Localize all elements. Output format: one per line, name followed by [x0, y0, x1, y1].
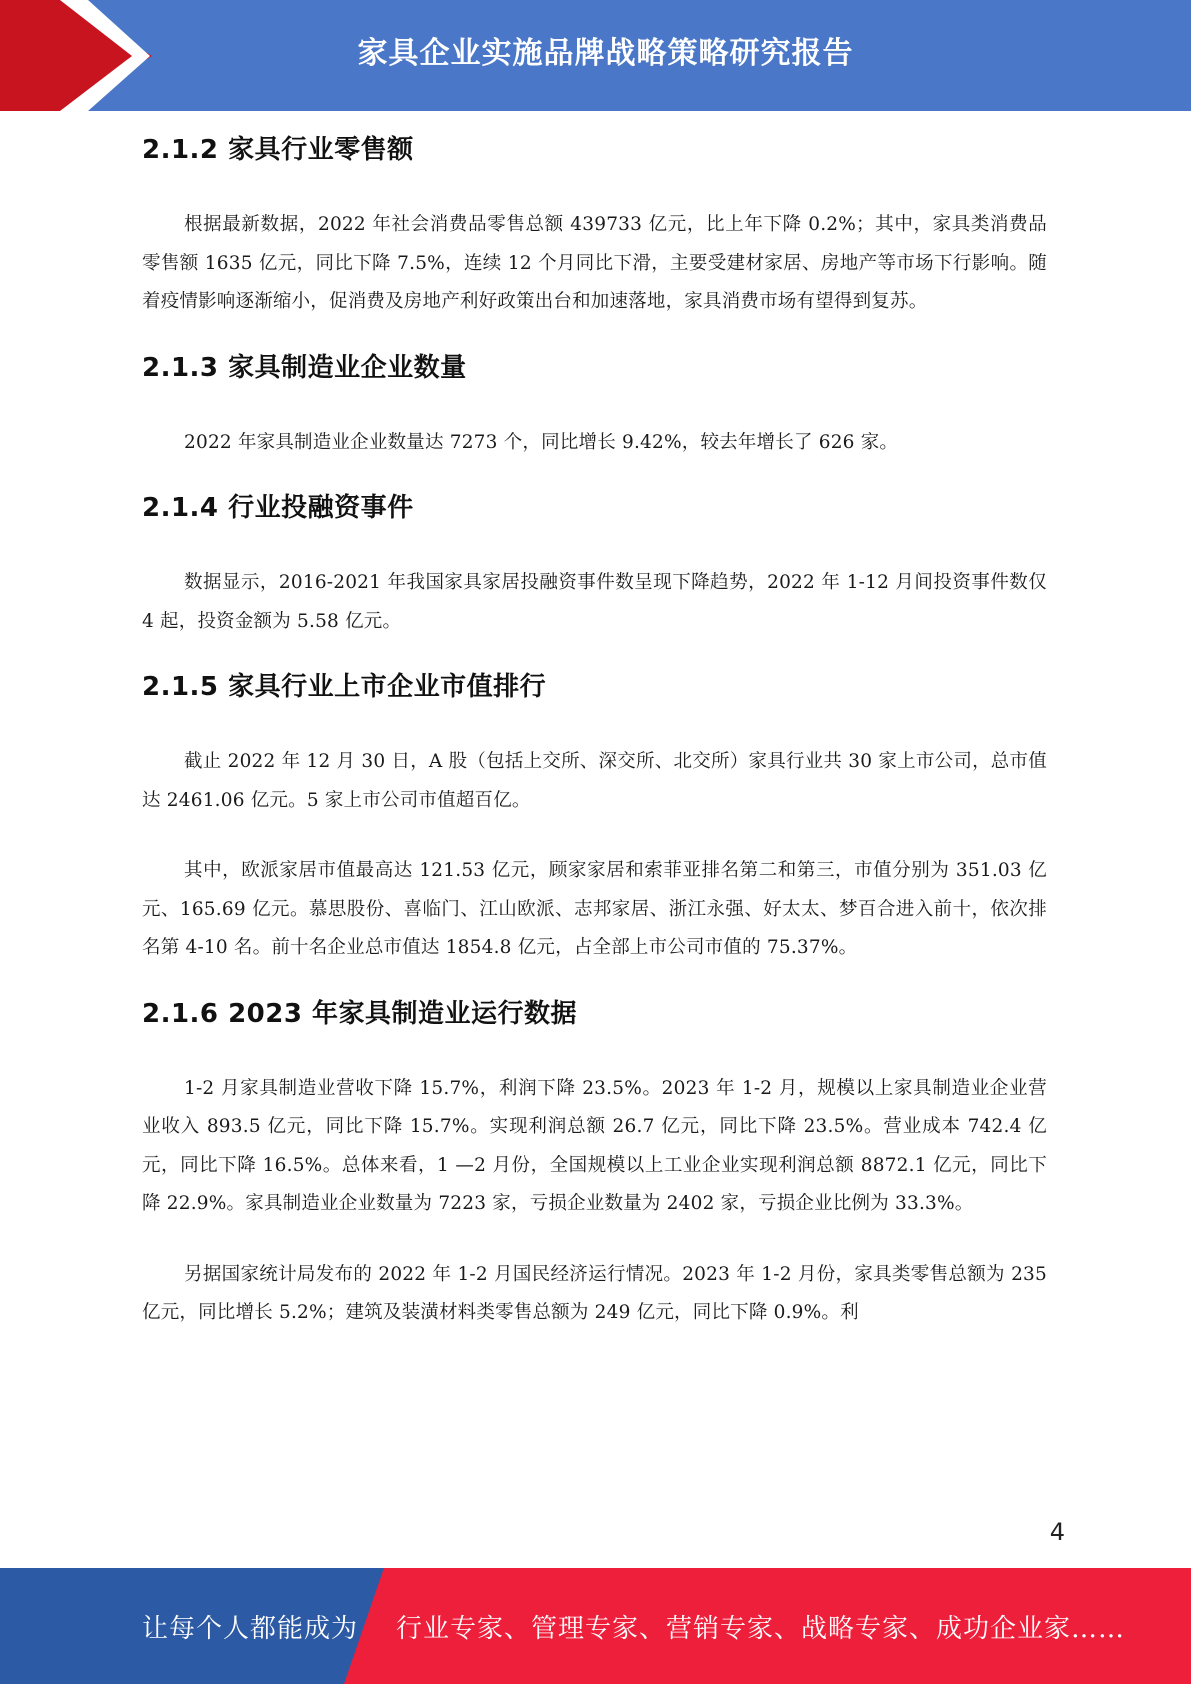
paragraph: 另据国家统计局发布的 2022 年 1-2 月国民经济运行情况。2023 年 1-2 月份，家具类零售总额为 235 亿元，同比增长 5.2%；建筑及装潢材料类零售总额为 249 亿元，同比下降 0.9%。利	[142, 1263, 1047, 1323]
section-heading: 2.1.2 家具行业零售额	[142, 135, 414, 165]
paragraph: 截止 2022 年 12 月 30 日，A 股（包括上交所、深交所、北交所）家具行业共 30 家上市公司，总市值达 2461.06 亿元。5 家上市公司市值超百亿。	[142, 751, 1047, 811]
section-heading: 2.1.5 家具行业上市企业市值排行	[142, 672, 547, 702]
paragraph: 2022 年家具制造业企业数量达 7273 个，同比增长 9.42%，较去年增长了 626 家。	[184, 431, 899, 453]
footer-slogan-left: 让每个人都能成为	[142, 1613, 359, 1644]
paragraph: 根据最新数据，2022 年社会消费品零售总额 439733 亿元，比上年下降 0.2%；其中，家具类消费品零售额 1635 亿元，同比下降 7.5%，连续 12 个月同比下滑，主要受建材家居、房地产等市场下行影响。随着疫情影响逐渐缩小，促消费及房地产利好政策出台和加速落地，家具消费市场有望得到复苏。	[142, 214, 1047, 312]
section-2023-operating-data	[142, 998, 1047, 1333]
section-heading: 2.1.4 行业投融资事件	[142, 493, 414, 523]
section-enterprise-count	[142, 352, 1047, 463]
header-band	[0, 0, 1191, 111]
section-heading: 2.1.6 2023 年家具制造业运行数据	[142, 998, 577, 1029]
page-number: 4	[1049, 1518, 1065, 1546]
section-market-cap-ranking	[142, 671, 1047, 968]
paragraph: 其中，欧派家居市值最高达 121.53 亿元，顾家家居和索菲亚排名第二和第三，市值分别为 351.03 亿元、165.69 亿元。慕思股份、喜临门、江山欧派、志邦家居、浙江永强、好太太、梦百合进入前十，依次排名第 4-10 名。前十名企业总市值达 1854.8 亿元，占全部上市公司市值的 75.37%。	[142, 860, 1047, 958]
section-investment-events	[142, 492, 1047, 641]
section-heading: 2.1.3 家具制造业企业数量	[142, 352, 467, 383]
footer-band	[0, 1568, 1191, 1684]
paragraph: 1-2 月家具制造业营收下降 15.7%，利润下降 23.5%。2023 年 1-2 月，规模以上家具制造业企业营业收入 893.5 亿元，同比下降 15.7%。实现利润总额 26.7 亿元，同比下降 23.5%。营业成本 742.4 亿元，同比下降 16.5%。总体来看，1 —2 月份，全国规模以上工业企业实现利润总额 8872.1 亿元，同比下降 22.9%。家具制造业企业数量为 7223 家，亏损企业数量为 2402 家，亏损企业比例为 33.3%。	[142, 1077, 1047, 1214]
footer-slogan-right: 行业专家、管理专家、营销专家、战略专家、成功企业家……	[396, 1613, 1126, 1644]
report-title: 家具企业实施品牌战略策略研究报告	[357, 36, 854, 71]
paragraph: 数据显示，2016-2021 年我国家具家居投融资事件数呈现下降趋势，2022 年 1-12 月间投资事件数仅 4 起，投资金额为 5.58 亿元。	[142, 572, 1047, 632]
section-retail-sales	[142, 134, 1047, 322]
document-body	[142, 118, 1047, 1333]
